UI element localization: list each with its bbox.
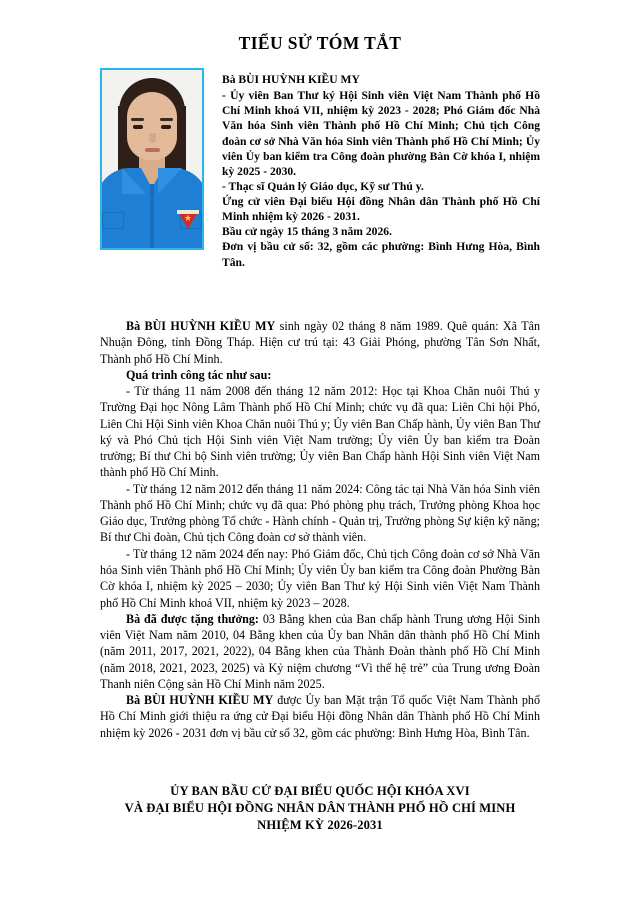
career-heading-text: Quá trình công tác như sau: xyxy=(126,367,272,382)
portrait-collar-right xyxy=(158,168,182,194)
awards-heading: Bà đã được tặng thưởng: xyxy=(126,611,259,626)
portrait-collar-left xyxy=(122,168,146,194)
portrait-eyebrow-right xyxy=(160,118,173,121)
biography-body xyxy=(100,318,540,741)
page-title: TIỂU SỬ TÓM TẮT xyxy=(238,33,402,53)
career-entry-3: - Từ tháng 12 năm 2024 đến nay: Phó Giám đốc, Chủ tịch Công đoàn cơ sở Nhà Văn hóa Sinh viên Thành phố Hồ Chí Minh; Ủy viên Ủy ban kiểm tra Công đoàn Phường Bàn Cờ khóa I, nhiệm kỳ 2025 – 2030; Ủy viên Ban Thư ký Hội Sinh viên Việt Nam Thành phố Hồ Chí Minh khoá VII, nhiệm kỳ 2023 – 2028. xyxy=(100,546,540,610)
portrait-mouth xyxy=(145,148,160,152)
intro-paragraph xyxy=(100,318,540,367)
candidate-education: - Thạc sĩ Quản lý Giáo dục, Kỹ sư Thú y. xyxy=(222,179,424,193)
portrait-image xyxy=(102,70,202,248)
candidate-positions: - Ủy viên Ban Thư ký Hội Sinh viên Việt Nam Thành phố Hồ Chí Minh khoá VII, nhiệm kỳ 2023 - 2028; Phó Giám đốc Nhà Văn hóa Sinh viên Thành phố Hồ Chí Minh; Chủ tịch Công đoàn cơ sở Nhà Văn hóa Sinh viên Thành phố Hồ Chí Minh; Ủy viên Ủy ban kiểm tra Công đoàn phường Bàn Cờ khóa I, nhiệm kỳ 2025 - 2030. xyxy=(222,89,540,178)
portrait-eye-left xyxy=(133,125,143,129)
candidate-summary-block xyxy=(222,72,540,270)
star-icon: ★ xyxy=(183,213,192,223)
portrait-uniform-shirt xyxy=(102,168,202,248)
career-entry-1: - Từ tháng 11 năm 2008 đến tháng 12 năm 2012: Học tại Khoa Chăn nuôi Thú y Trường Đại học Nông Lâm Thành phố Hồ Chí Minh; chức vụ đã qua: Liên Chi hội Phó, Liên Chi Hội Sinh viên Khoa Chăn nuôi Thú y; Ủy viên Ban Chấp hành, Ủy viên Ban Thư ký và Phó Chủ tịch Hội Sinh viên Việt Nam trường; Ủy viên Ủy ban kiểm tra Đoàn trường; Bí thư Chi bộ Sinh viên trường; Ủy viên Ban Chấp hành Hội Sinh viên Việt Nam thành phố Hồ Chí Minh. xyxy=(100,384,540,480)
nomination-name: Bà BÙI HUỲNH KIỀU MY xyxy=(126,693,274,708)
awards-paragraph xyxy=(100,611,540,692)
issuing-authority xyxy=(60,783,580,834)
candidate-candidacy: Ứng cử viên Đại biểu Hội đồng Nhân dân Thành phố Hồ Chí Minh nhiệm kỳ 2026 - 2031. xyxy=(222,195,540,224)
intro-details: sinh ngày 02 tháng 8 năm 1989. Quê quán: Xã Tân Nhuận Đông, tỉnh Đồng Tháp. Hiện cư trú tại: 43 Giải Phóng, phường Tân Sơn Nhất, Thành phố Hồ Chí Minh. xyxy=(100,319,540,366)
portrait-eyebrow-left xyxy=(131,118,144,121)
portrait-pocket-left xyxy=(102,212,124,229)
constituency: Đơn vị bầu cử số: 32, gồm các phường: Bình Hưng Hòa, Bình Tân. xyxy=(222,240,540,269)
awards-details: 03 Bằng khen của Ban chấp hành Trung ương Hội Sinh viên Việt Nam năm 2010, 04 Bằng khen của Ủy ban Nhân dân thành phố Hồ Chí Minh (năm 2011, 2017, 2021, 2022), 04 Bằng khen của Thành Đoàn thành phố Hồ Chí Minh (năm 2018, 2021, 2023, 2025) và Kỷ niệm chương “Vì thế hệ trẻ” của Trung ương Đoàn Thanh niên Cộng sản Hồ Chí Minh năm 2025. xyxy=(100,611,541,691)
intro-name: Bà BÙI HUỲNH KIỀU MY xyxy=(126,319,276,333)
authority-line-2: VÀ ĐẠI BIỂU HỘI ĐỒNG NHÂN DÂN THÀNH PHỐ HỒ CHÍ MINH xyxy=(124,800,516,815)
authority-line-3: NHIỆM KỲ 2026-2031 xyxy=(257,817,383,832)
nomination-paragraph xyxy=(100,692,540,741)
candidate-portrait xyxy=(100,68,204,250)
portrait-shirt-placket xyxy=(150,184,154,248)
career-heading xyxy=(100,367,540,383)
career-entry-2: - Từ tháng 12 năm 2012 đến tháng 11 năm 2024: Công tác tại Nhà Văn hóa Sinh viên Thành phố Hồ Chí Minh; chức vụ đã qua: Phó phòng phụ trách, Trưởng phòng Khoa học Giáo dục, Trưởng phòng Tổ chức - Hành chính - Quản trị, Trưởng phòng Sự kiện kỹ năng; Bí thư Chi đoàn, Chủ tịch Công đoàn cơ sở thành viên. xyxy=(100,481,540,545)
authority-line-1: ỦY BAN BẦU CỬ ĐẠI BIỂU QUỐC HỘI KHÓA XVI xyxy=(170,784,470,798)
nomination-details: được Ủy ban Mặt trận Tổ quốc Việt Nam Thành phố Hồ Chí Minh giới thiệu ra ứng cử Đại biểu Hội đồng Nhân dân Thành phố Hồ Chí Minh nhiệm kỳ 2026 - 2031 đơn vị bầu cử số 32, gồm các phường: Bình Hưng Hòa, Bình Tân. xyxy=(100,693,540,740)
portrait-nose xyxy=(149,133,156,143)
election-date: Bầu cử ngày 15 tháng 3 năm 2026. xyxy=(222,225,392,239)
portrait-eye-right xyxy=(161,125,171,129)
candidate-name: Bà BÙI HUỲNH KIỀU MY xyxy=(222,73,360,86)
